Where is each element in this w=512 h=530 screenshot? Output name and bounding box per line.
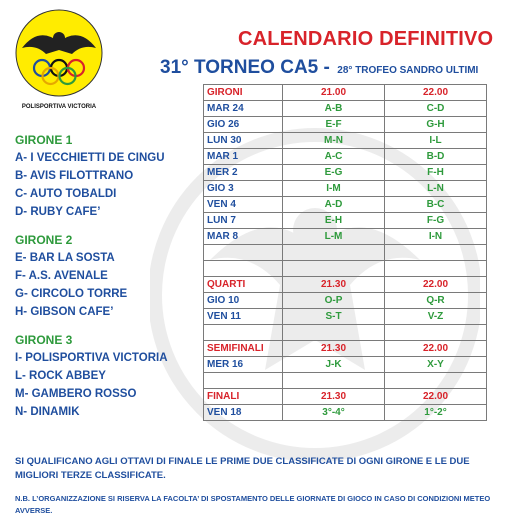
schedule-match-early: 21.30	[283, 277, 385, 293]
logo-text: POLISPORTIVA VICTORIA	[21, 104, 97, 110]
schedule-match-early: M-N	[283, 133, 385, 149]
group-3	[15, 332, 200, 421]
team-entry: B- AVIS FILOTTRANO	[15, 170, 134, 182]
team-entry: D- RUBY CAFE’	[15, 206, 101, 218]
schedule-match-early: E-G	[283, 165, 385, 181]
schedule-match-early: 21.30	[283, 389, 385, 405]
schedule-match-late: Q-R	[385, 293, 487, 309]
schedule-day-cell: MER 16	[204, 357, 283, 373]
schedule-match-late	[385, 325, 487, 341]
club-logo-icon	[14, 8, 104, 118]
schedule-match-early: S-T	[283, 309, 385, 325]
team-entry: H- GIBSON CAFE’	[15, 306, 114, 318]
schedule-day-cell: GIRONI	[204, 85, 283, 101]
schedule-row	[204, 197, 487, 213]
schedule-row	[204, 229, 487, 245]
schedule-row	[204, 149, 487, 165]
team-entry: M- GAMBERO ROSSO	[15, 388, 137, 400]
team-entry: E- BAR LA SOSTA	[15, 252, 115, 264]
schedule-day-cell	[204, 325, 283, 341]
schedule-row	[204, 357, 487, 373]
schedule-blank-row	[204, 373, 487, 389]
tournament-name: 31° TORNEO CA5 -	[160, 57, 330, 78]
schedule-row	[204, 181, 487, 197]
schedule-day-cell: SEMIFINALI	[204, 341, 283, 357]
team-entry: A- I VECCHIETTI DE CINGU	[15, 152, 165, 164]
schedule-match-early: L-M	[283, 229, 385, 245]
schedule-day-cell	[204, 373, 283, 389]
schedule-day-cell	[204, 261, 283, 277]
schedule-match-early: J-K	[283, 357, 385, 373]
schedule-match-late: V-Z	[385, 309, 487, 325]
schedule-match-late	[385, 373, 487, 389]
schedule-match-early: I-M	[283, 181, 385, 197]
schedule-match-early: O-P	[283, 293, 385, 309]
group-2	[15, 232, 200, 321]
schedule-day-cell: VEN 11	[204, 309, 283, 325]
team-entry: N- DINAMIK	[15, 406, 80, 418]
schedule-match-late: B-C	[385, 197, 487, 213]
schedule-section-header	[204, 389, 487, 405]
schedule-match-late	[385, 245, 487, 261]
schedule-match-late: X-Y	[385, 357, 487, 373]
team-entry: L- ROCK ABBEY	[15, 370, 106, 382]
group-1	[15, 132, 200, 221]
schedule-section-header	[204, 277, 487, 293]
schedule-blank-row	[204, 245, 487, 261]
schedule-row	[204, 165, 487, 181]
organization-note: N.B. L’ORGANIZZAZIONE SI RISERVA LA FACOLTA’ DI SPOSTAMENTO DELLE GIORNATE DI GIOCO IN CASO DI CONDIZIONI METEO AVVERSE.	[15, 494, 491, 515]
schedule-day-cell: MAR 1	[204, 149, 283, 165]
schedule-match-early: 21.30	[283, 341, 385, 357]
page-title: CALENDARIO DEFINITIVO	[238, 28, 494, 50]
schedule-day-cell: LUN 7	[204, 213, 283, 229]
schedule-row	[204, 117, 487, 133]
schedule-match-late: 1°-2°	[385, 405, 487, 421]
team-entry: G- CIRCOLO TORRE	[15, 288, 128, 300]
schedule-day-cell: GIO 10	[204, 293, 283, 309]
team-entry: C- AUTO TOBALDI	[15, 188, 117, 200]
team-entry: I- POLISPORTIVA VICTORIA	[15, 352, 168, 364]
schedule-row	[204, 293, 487, 309]
schedule-day-cell: QUARTI	[204, 277, 283, 293]
schedule-match-early: A-C	[283, 149, 385, 165]
schedule-match-late: C-D	[385, 101, 487, 117]
schedule-match-late	[385, 261, 487, 277]
schedule-day-cell: GIO 26	[204, 117, 283, 133]
schedule-blank-row	[204, 261, 487, 277]
qualification-note: SI QUALIFICANO AGLI OTTAVI DI FINALE LE PRIME DUE CLASSIFICATE DI OGNI GIRONE E LE DUE MIGLIORI TERZE CLASSIFICATE.	[15, 456, 470, 481]
schedule-match-late: I-N	[385, 229, 487, 245]
group-title: GIRONE 2	[15, 233, 73, 247]
schedule-blank-row	[204, 325, 487, 341]
group-title: GIRONE 1	[15, 133, 73, 147]
group-title: GIRONE 3	[15, 333, 73, 347]
schedule-row	[204, 133, 487, 149]
tournament-subtitle	[160, 57, 478, 79]
schedule-section-header	[204, 341, 487, 357]
schedule-match-late: G-H	[385, 117, 487, 133]
schedule-match-early	[283, 325, 385, 341]
schedule-match-late: B-D	[385, 149, 487, 165]
schedule-match-early: A-D	[283, 197, 385, 213]
schedule-day-cell: MAR 8	[204, 229, 283, 245]
schedule-match-early	[283, 261, 385, 277]
schedule-day-cell: MAR 24	[204, 101, 283, 117]
schedule-day-cell: MER 2	[204, 165, 283, 181]
schedule-match-late: 22.00	[385, 277, 487, 293]
schedule-match-late: L-N	[385, 181, 487, 197]
schedule-match-early: E-H	[283, 213, 385, 229]
schedule-match-early: A-B	[283, 101, 385, 117]
schedule-match-late: I-L	[385, 133, 487, 149]
schedule-section-header	[204, 85, 487, 101]
schedule-match-late: 22.00	[385, 341, 487, 357]
schedule-day-cell: LUN 30	[204, 133, 283, 149]
schedule-row	[204, 405, 487, 421]
team-entry: F- A.S. AVENALE	[15, 270, 108, 282]
schedule-day-cell: FINALI	[204, 389, 283, 405]
schedule-match-early	[283, 245, 385, 261]
groups-list	[15, 132, 200, 432]
schedule-day-cell	[204, 245, 283, 261]
schedule-row	[204, 101, 487, 117]
schedule-match-late: F-H	[385, 165, 487, 181]
schedule-row	[204, 309, 487, 325]
schedule-match-early: 3°-4°	[283, 405, 385, 421]
schedule-row	[204, 213, 487, 229]
schedule-match-early: 21.00	[283, 85, 385, 101]
schedule-match-late: F-G	[385, 213, 487, 229]
schedule-table	[203, 84, 487, 421]
schedule-day-cell: VEN 4	[204, 197, 283, 213]
schedule-match-late: 22.00	[385, 85, 487, 101]
schedule-match-early	[283, 373, 385, 389]
trophy-name: 28° TROFEO SANDRO ULTIMI	[337, 65, 479, 76]
schedule-match-early: E-F	[283, 117, 385, 133]
schedule-day-cell: GIO 3	[204, 181, 283, 197]
schedule-match-late: 22.00	[385, 389, 487, 405]
schedule-day-cell: VEN 18	[204, 405, 283, 421]
